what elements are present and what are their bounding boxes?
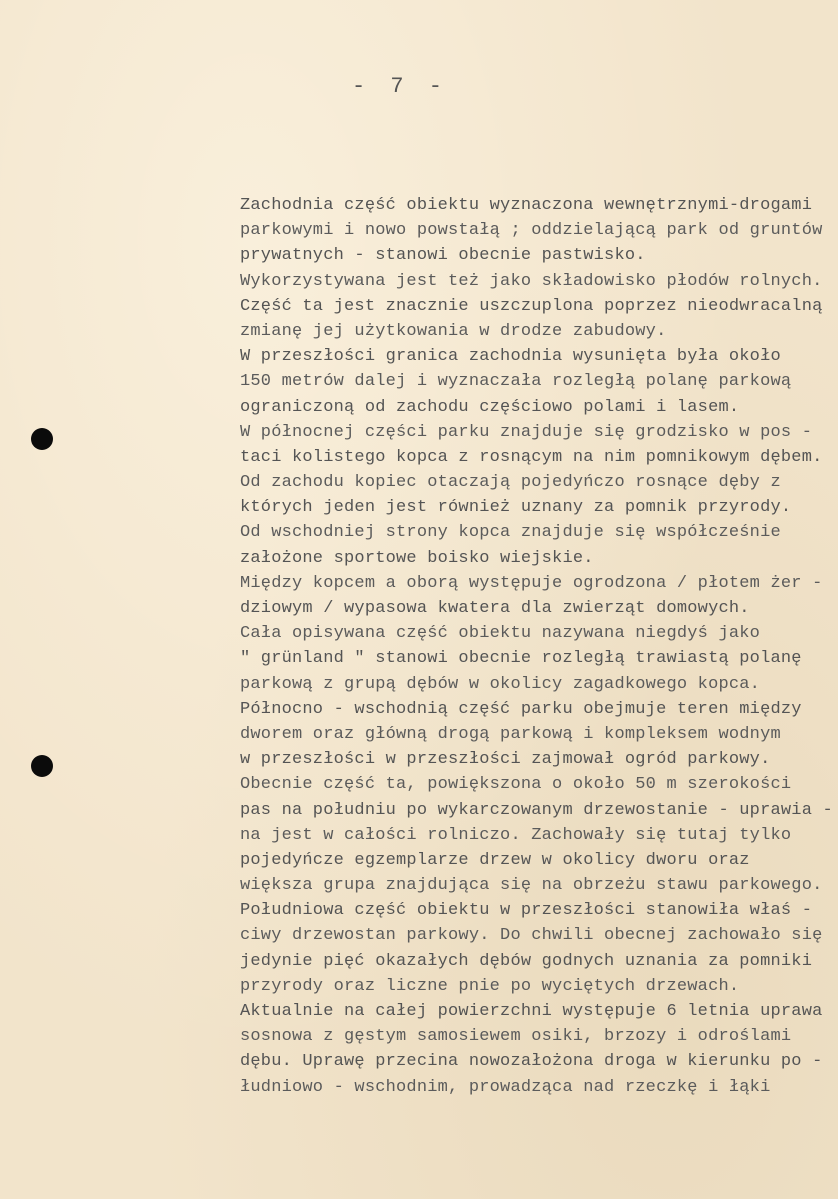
- text-line: Zachodnia część obiektu wyznaczona wewnętrznymi-drogami: [240, 196, 813, 215]
- text-line: Południowa część obiektu w przeszłości stanowiła właś -: [240, 901, 813, 921]
- text-line: Wykorzystywana jest też jako składowisko płodów rolnych.: [240, 271, 823, 291]
- punch-hole-top: [31, 428, 53, 450]
- page-number: - 7 -: [352, 74, 449, 99]
- text-line: jedynie pięć okazałych dębów godnych uznania za pomniki: [240, 951, 813, 971]
- text-line: sosnowa z gęstym samosiewem osiki, brzozy i odroślami: [240, 1027, 792, 1047]
- text-line: dworem oraz główną drogą parkową i kompleksem wodnym: [240, 724, 781, 744]
- text-line: " grünland " stanowi obecnie rozległą trawiastą polanę: [240, 649, 802, 669]
- text-line: dębu. Uprawę przecina nowozałożona droga w kierunku po -: [240, 1052, 823, 1072]
- text-line: na jest w całości rolniczo. Zachowały się tutaj tylko: [240, 825, 792, 845]
- text-line: taci kolistego kopca z rosnącym na nim pomnikowym dębem.: [240, 447, 823, 467]
- text-line: łudniowo - wschodnim, prowadząca nad rzeczkę i łąki: [240, 1077, 771, 1097]
- punch-hole-bottom: [31, 755, 53, 777]
- text-line: przyrody oraz liczne pnie po wyciętych drzewach.: [240, 976, 740, 996]
- text-line: Od wschodniej strony kopca znajduje się współcześnie: [240, 523, 781, 543]
- text-line: których jeden jest również uznany za pomnik przyrody.: [240, 498, 792, 518]
- text-line: Północno - wschodnią część parku obejmuje teren między: [240, 699, 802, 719]
- text-line: parkową z grupą dębów w okolicy zagadkowego kopca.: [240, 674, 761, 694]
- text-line: parkowymi i nowo powstałą ; oddzielającą park od gruntów: [240, 221, 823, 241]
- text-line: w przeszłości w przeszłości zajmował ogród parkowy.: [240, 750, 771, 770]
- text-line: pas na południu po wykarczowanym drzewostanie - uprawia -: [240, 800, 833, 820]
- text-line: większa grupa znajdująca się na obrzeżu stawu parkowego.: [240, 876, 823, 896]
- text-line: W północnej części parku znajduje się grodzisko w pos -: [240, 422, 813, 442]
- text-line: Od zachodu kopiec otaczają pojedyńczo rosnące dęby z: [240, 473, 781, 493]
- text-line: pojedyńcze egzemplarze drzew w okolicy dworu oraz: [240, 850, 750, 870]
- text-line: Cała opisywana część obiektu nazywana niegdyś jako: [240, 624, 761, 644]
- text-line: zmianę jej użytkowania w drodze zabudowy.: [240, 321, 667, 341]
- text-line: Aktualnie na całej powierzchni występuje 6 letnia uprawa: [240, 1002, 823, 1021]
- text-line: ciwy drzewostan parkowy. Do chwili obecnej zachowało się: [240, 926, 823, 946]
- text-line: ograniczoną od zachodu częściowo polami i lasem.: [240, 397, 740, 417]
- text-line: prywatnych - stanowi obecnie pastwisko.: [240, 246, 646, 266]
- text-line: W przeszłości granica zachodnia wysunięta była około: [240, 347, 781, 367]
- text-line: Między kopcem a oborą występuje ogrodzona / płotem żer -: [240, 573, 823, 593]
- text-line: dziowym / wypasowa kwatera dla zwierząt domowych.: [240, 599, 750, 618]
- text-line: Część ta jest znacznie uszczuplona poprzez nieodwracalną: [240, 296, 823, 316]
- text-line: założone sportowe boisko wiejskie.: [240, 548, 594, 568]
- body-text: [240, 193, 833, 1100]
- text-line: 150 metrów dalej i wyznaczała rozległą polanę parkową: [240, 372, 792, 392]
- text-line: Obecnie część ta, powiększona o około 50 m szerokości: [240, 775, 792, 795]
